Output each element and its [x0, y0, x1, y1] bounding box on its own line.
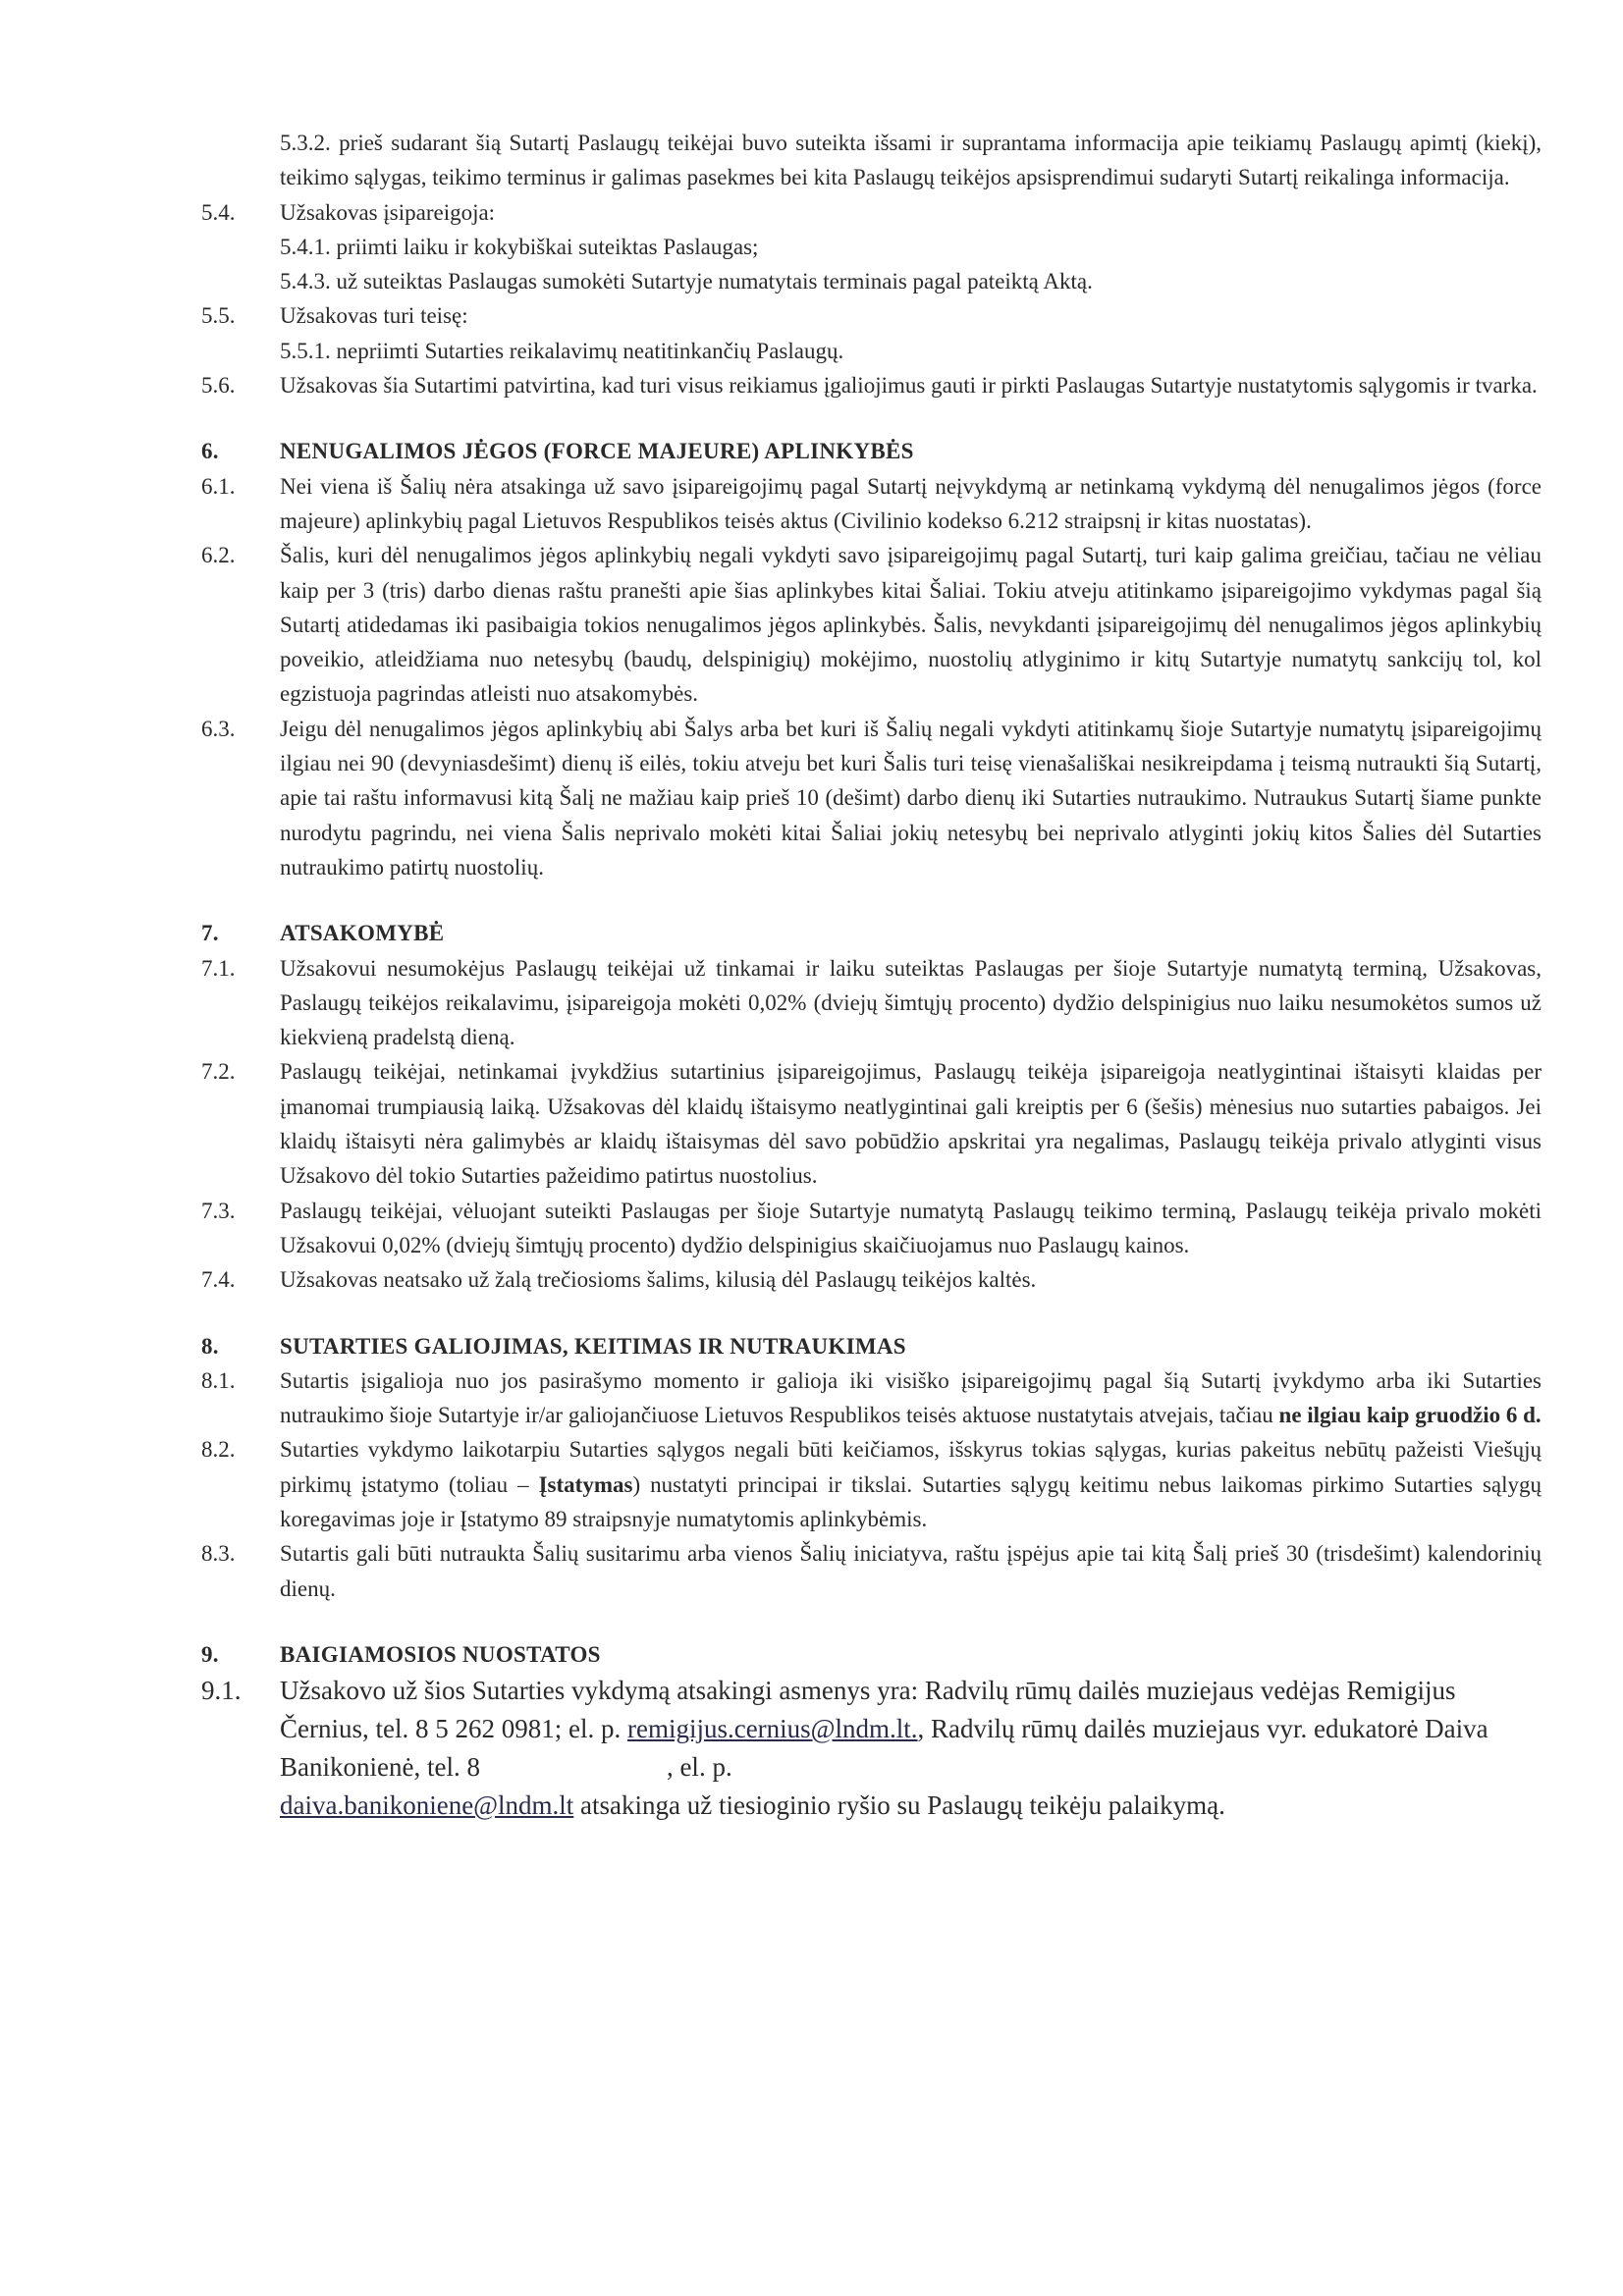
contract-page — [201, 126, 1542, 1825]
section-8-heading: 8. SUTARTIES GALIOJIMAS, KEITIMAS IR NUTRAUKIMAS — [201, 1333, 906, 1359]
clause-6-1: 6.1. Nei viena iš Šalių nėra atsakinga už savo įsipareigojimų pagal Sutartį neįvykdymą ar netinkamą vykdymą dėl nenugalimos jėgos (force majeure) aplinkybių pagal Lietuvos Respublikos teisės aktus (Civilinio kodekso 6.212 straipsnį ir kitas nuostatas). — [201, 473, 1542, 533]
clause-6-2: 6.2. Šalis, kuri dėl nenugalimos jėgos aplinkybių negali vykdyti savo įsipareigojimų pagal Sutartį, turi kaip galima greičiau, tačiau ne vėliau kaip per 3 (tris) darbo dienas raštu pranešti apie šias aplinkybes kitai Šaliai. Tokiu atveju atitinkamo įsipareigojimo vykdymas pagal šią Sutartį atidedamas iki pasibaigia tokios nenugalimos jėgos aplinkybės. Šalis, nevykdanti įsipareigojimų dėl nenugalimos jėgos aplinkybių poveikio, atleidžiama nuo netesybų (baudų, delspinigių) mokėjimo, nuostolių atlyginimo ir kitų Sutartyje numatytų sankcijų tol, kol egzistuoja pagrindas atleisti nuo atsakomybės. — [201, 543, 1542, 707]
section-6-heading: 6. NENUGALIMOS JĖGOS (FORCE MAJEURE) APLINKYBĖS — [201, 439, 914, 464]
clause-5-4-3: 5.4.3. už suteiktas Paslaugas sumokėti Sutartyje numatytais terminais pagal pateiktą Aktą. — [280, 269, 1093, 294]
clause-8-1: 8.1. Sutartis įsigalioja nuo jos pasirašymo momento ir galioja iki visiško įsipareigojimų pagal šią Sutartį įvykdymo arba iki Sutarties nutraukimo šioje Sutartyje ir/ar galiojančiuose Lietuvos Respublikos teisės aktuose nustatytais atvejais, tačiau ne ilgiau kaip gruodžio 6 d. — [201, 1367, 1542, 1428]
clause-7-4: 7.4. Užsakovas neatsako už žalą trečiosioms šalims, kilusią dėl Paslaugų teikėjos kaltės. — [201, 1267, 1037, 1293]
clause-8-2: 8.2. Sutarties vykdymo laikotarpiu Sutarties sąlygos negali būti keičiamos, išskyrus tokias sąlygas, kurias pakeitus nebūtų pažeisti Viešųjų pirkimų įstatymo (toliau – Įstatymas) nustatyti principai ir tikslai. Sutarties sąlygų keitimu nebus laikomas pirkimo Sutarties sąlygų koregavimas joje ir Įstatymo 89 straipsnyje numatytomis aplinkybėmis. — [201, 1437, 1542, 1531]
email-link-remigijus[interactable]: remigijus.cernius@lndm.lt. — [626, 1714, 918, 1744]
clause-5-4-1: 5.4.1. priimti laiku ir kokybiškai suteiktas Paslaugas; — [280, 234, 759, 259]
clause-7-3: 7.3. Paslaugų teikėjai, vėluojant suteikti Paslaugas per šioje Sutartyje numatytą Paslaugų teikimo terminą, Paslaugų teikėja privalo mokėti Užsakovui 0,02% (dviejų šimtųjų procento) dydžio delspinigius skaičiuojamus nuo Paslaugų kainos. — [201, 1198, 1542, 1257]
clause-6-3: 6.3. Jeigu dėl nenugalimos jėgos aplinkybių abi Šalys arba bet kuri iš Šalių negali vykdyti atitinkamų šioje Sutartyje numatytų įsipareigojimų ilgiau nei 90 (devyniasdešimt) dienų iš eilės, tokiu atveju bet kuri Šalis turi teisę vienašališkai nesikreipdama į teismą nutraukti šią Sutartį, apie tai raštu informavusi kitą Šalį ne mažiau kaip prieš 10 (dešimt) darbo dienų iki Sutarties nutraukimo. Nutraukus Sutartį šiame punkte nurodytu pagrindu, nei viena Šalis neprivalo mokėti kitai Šaliai jokių netesybų bei neprivalo atlyginti jokių kitos Šalies dėl Sutarties nutraukimo patirtų nuostolių. — [201, 716, 1542, 880]
email-link-daiva[interactable]: daiva.banikoniene@lndm.lt — [280, 1790, 574, 1821]
clause-5-4: 5.4. Užsakovas įsipareigoja: — [201, 199, 496, 225]
section-7-heading: 7. ATSAKOMYBĖ — [201, 921, 445, 946]
clause-8-3: 8.3. Sutartis gali būti nutraukta Šalių susitarimu arba vienos Šalių iniciatyva, raštu įspėjus apie tai kitą Šalį prieš 30 (trisdešimt) kalendorinių dienų. — [201, 1541, 1542, 1601]
clause-5-6: 5.6. Užsakovas šia Sutartimi patvirtina, kad turi visus reikiamus įgaliojimus gauti ir pirkti Paslaugas Sutartyje nustatytomis sąlygomis ir tvarka. — [201, 373, 1538, 399]
section-9-heading: 9. BAIGIAMOSIOS NUOSTATOS — [201, 1641, 601, 1667]
clause-5-5-1: 5.5.1. nepriimti Sutarties reikalavimų neatitinkančių Paslaugų. — [280, 338, 844, 363]
clause-7-2: 7.2. Paslaugų teikėjai, netinkamai įvykdžius sutartinius įsipareigojimus, Paslaugų teikėja įsipareigoja neatlygintinai ištaisyti klaidas per įmanomai trumpiausią laiką. Užsakovas dėl klaidų ištaisymo neatlygintinai gali kreiptis per 6 (šešis) mėnesius nuo sutarties pabaigos. Jei klaidų ištaisyti nėra galimybės ar klaidų ištaisymas dėl savo pobūdžio apskritai yra negalimas, Paslaugų teikėja privalo atlyginti visus Užsakovo dėl tokio Sutarties pažeidimo patirtus nuostolius. — [201, 1059, 1542, 1189]
clause-5-5: 5.5. Užsakovas turi teisę: — [201, 303, 468, 329]
clause-7-1: 7.1. Užsakovui nesumokėjus Paslaugų teikėjai už tinkamai ir laiku suteiktas Paslaugas per šioje Sutartyje numatytą terminą, Užsakovas, Paslaugų teikėjos reikalavimu, įsipareigoja mokėti 0,02% (dviejų šimtųjų procento) dydžio delspinigius nuo laiku nesumokėtos sumos už kiekvieną pradelstą dieną. — [201, 955, 1542, 1050]
clause-5-3-2: 5.3.2. prieš sudarant šią Sutartį Paslaugų teikėjai buvo suteikta išsami ir suprantama informacija apie teikiamų Paslaugų apimtį (kiekį), teikimo sąlygas, teikimo terminus ir galimas pasekmes bei kita Paslaugų teikėjos apsisprendimui sudaryti Sutartį reikalinga informacija. — [280, 131, 1542, 190]
clause-9-1: 9.1. Užsakovo už šios Sutarties vykdymą atsakingi asmenys yra: Radvilų rūmų dailės muziejaus vedėjas Remigijus Černius, tel. 8 5 262 0981; el. p. remigijus.cernius@lndm.lt., Radvilų rūmų dailės muziejaus vyr. edukatorė Daiva Banikonienė, tel. 8 , el. p. daiva.banikoniene@lndm.lt atsakinga už tiesioginio ryšio su Paslaugų teikėju palaikymą. — [201, 1676, 1488, 1821]
